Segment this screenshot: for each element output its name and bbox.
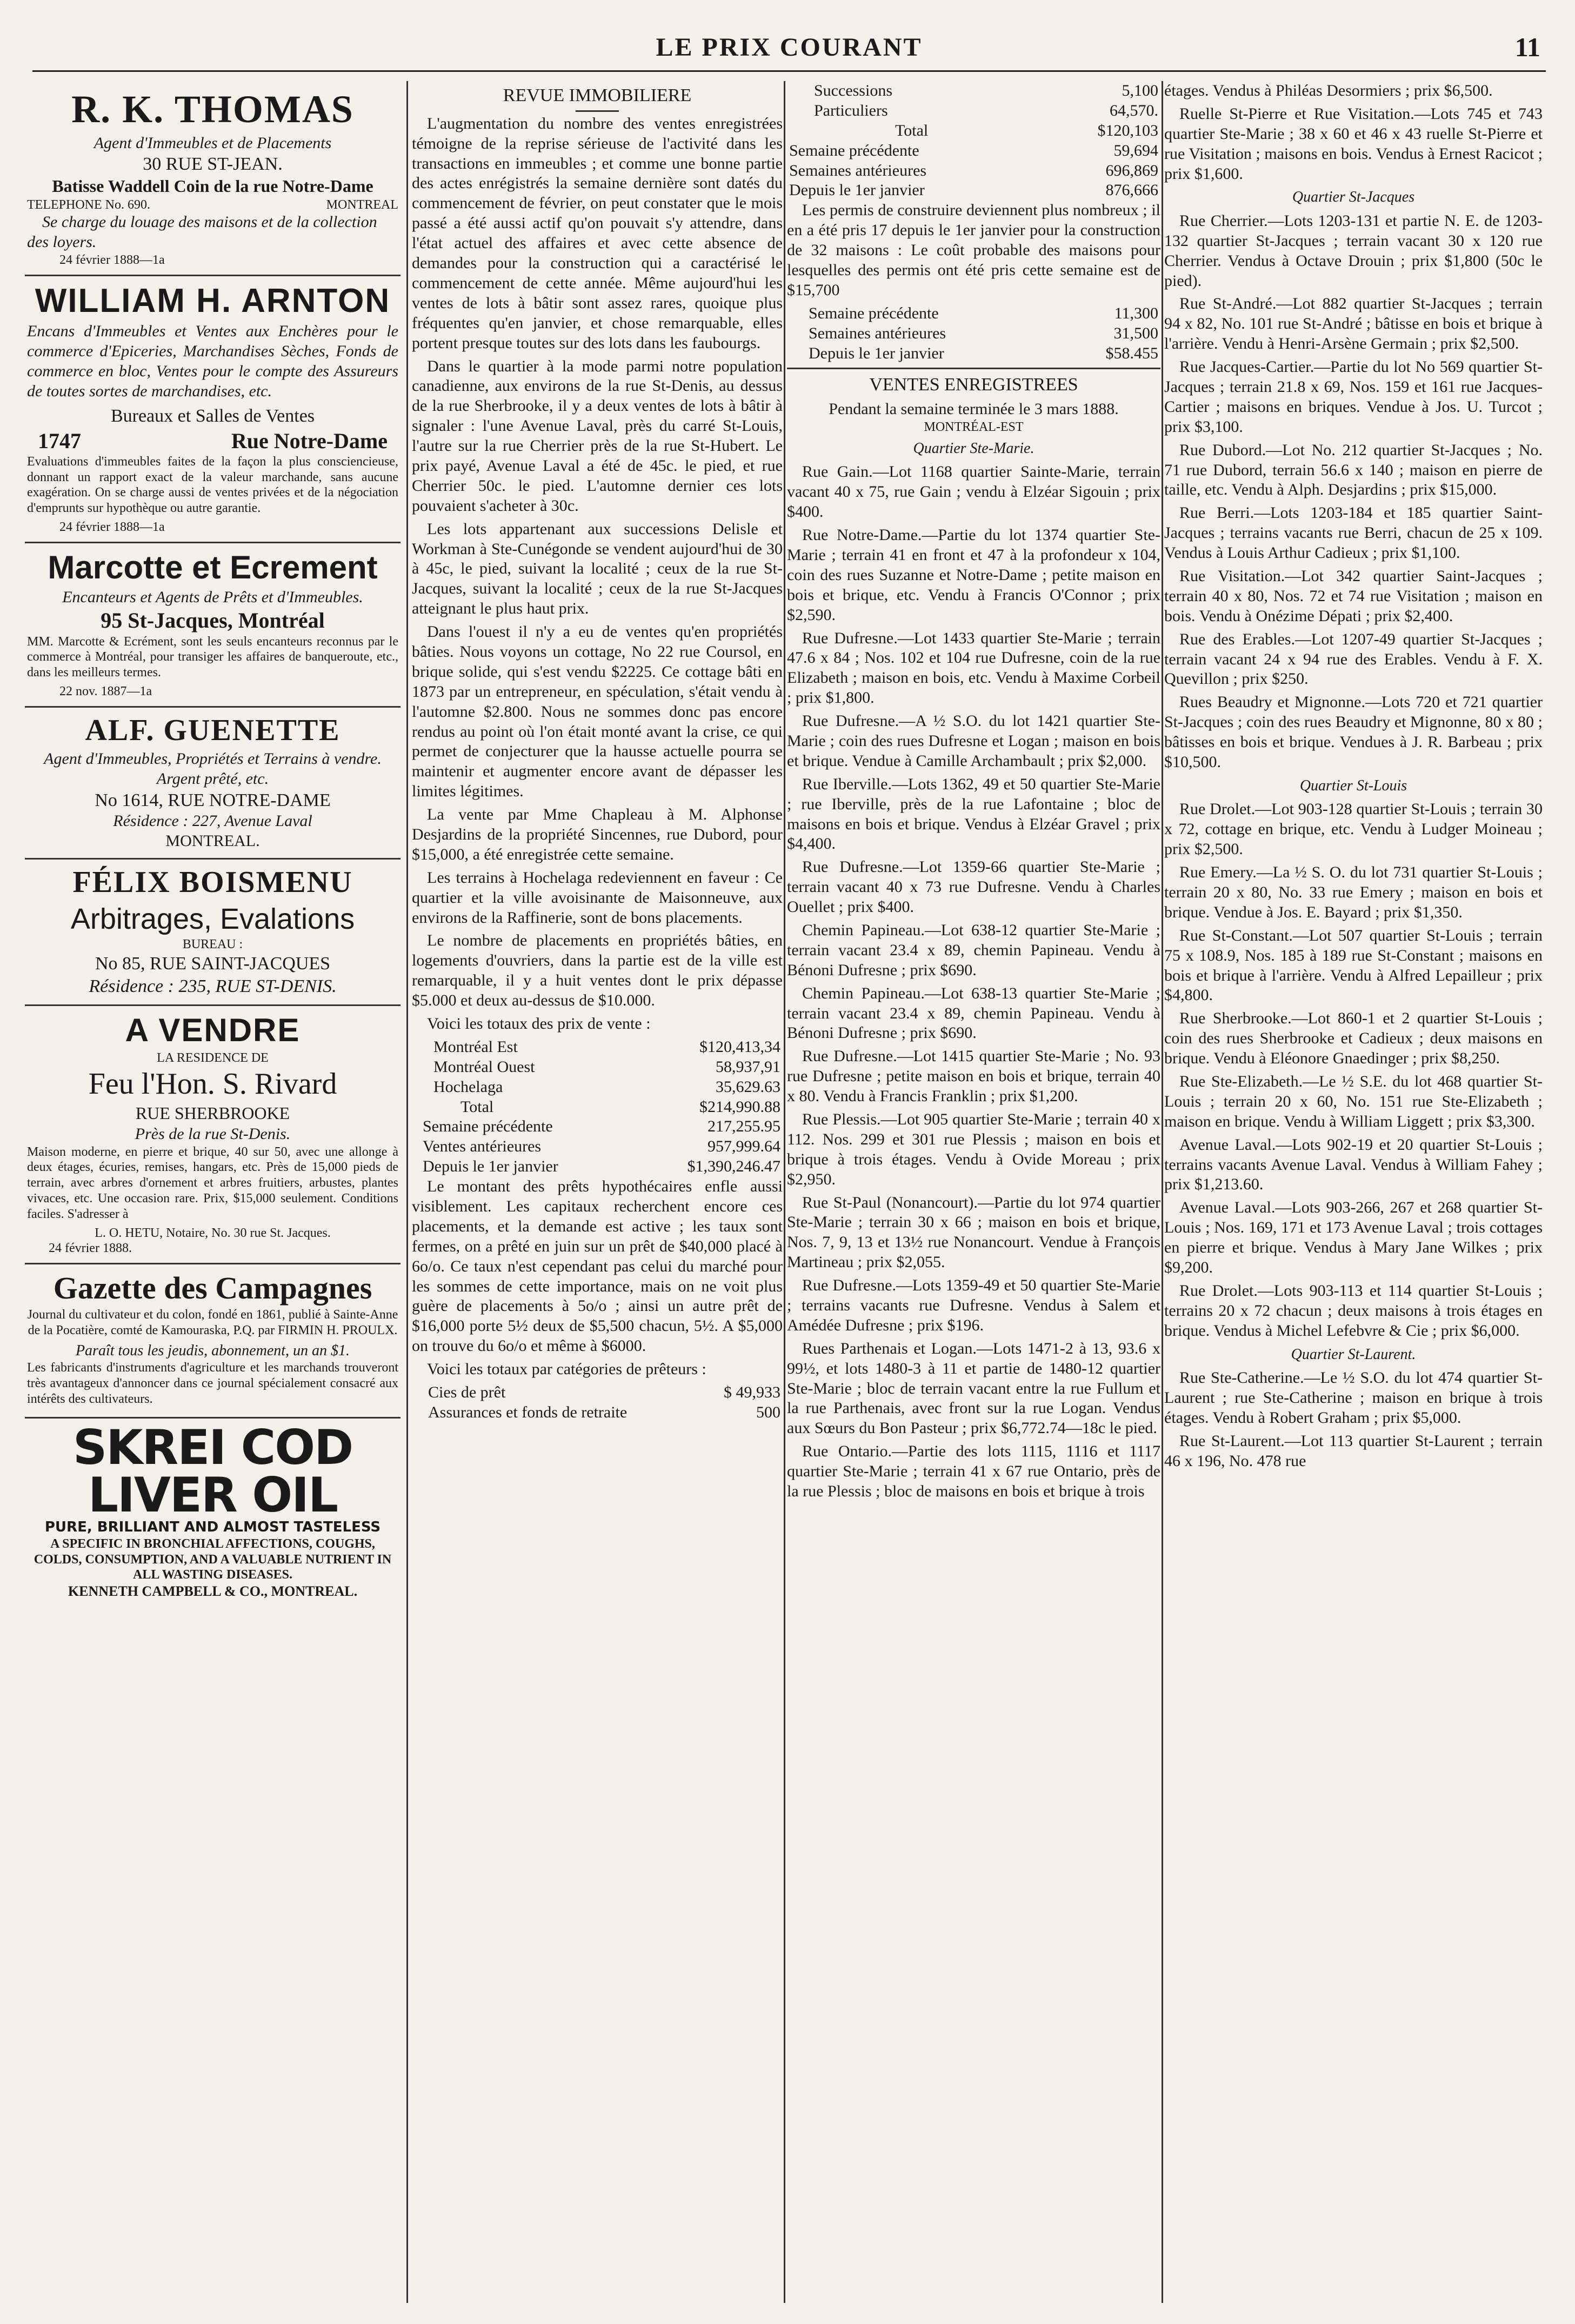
ad-name: Marcotte et Ecrement	[48, 549, 378, 585]
ad-street: Rue Notre-Dame	[231, 428, 388, 453]
ad-sub: LA RESIDENCE DE	[157, 1050, 269, 1065]
permits-value: $15,700	[787, 281, 840, 299]
list-item: Rue Dufresne.—A ½ S.O. du lot 1421 quartier Ste-Marie ; coin des rues Dufresne et Logan ; maison en bois et brique. Vendue à Camille Archambault ; prix $2,000.	[787, 712, 1160, 770]
table-row: Semaine précédente 11,300	[809, 304, 1158, 322]
ad-title: A VENDRE	[125, 1011, 301, 1048]
table-row: Montréal Ouest 58,937,91	[433, 1057, 780, 1076]
list-item: Rue Jacques-Cartier.—Partie du lot No 569 quartier St-Jacques ; terrain 21.8 x 69, Nos. 159 et 161 rue Jacques-Cartier ; maisons en briques. Vendue à Jos. U. Turcot ; prix $3,100.	[1164, 358, 1543, 436]
ad-note: Se charge du louage des maisons et de la collection des loyers.	[27, 213, 377, 251]
skrei-maker: KENNETH CAMPBELL & CO., MONTREAL.	[68, 1583, 358, 1600]
ad-city: MONTREAL.	[165, 832, 260, 850]
list-item: Ruelle St-Pierre et Rue Visitation.—Lots 745 et 743 quartier Ste-Marie ; 38 x 60 et 46 x 43 ruelle St-Pierre et rue Visitation ; maisons en bois. Vendus à Ernest Racicot ; prix $1,600.	[1164, 104, 1543, 183]
list-item: Rue Ste-Elizabeth.—Le ½ S.E. du lot 468 quartier St-Louis ; terrain 20 x 60, No. 151 rue Ste-Elizabeth ; maison en brique. Vendu à William Liggett ; prix $3,300.	[1164, 1072, 1543, 1130]
list-item: Rue St-Constant.—Lot 507 quartier St-Louis ; terrain 75 x 108.9, Nos. 185 à 189 rue St-Constant ; maisons en bois et brique à l'arrière. Vendu à Alfred Lepailleur ; prix $4,800.	[1164, 926, 1543, 1004]
revue-column	[412, 81, 783, 2303]
ad-telephone: TELEPHONE No. 690.	[27, 197, 150, 212]
ad-street: RUE SHERBROOKE	[135, 1103, 290, 1123]
ad-date: 24 février 1888—1a	[59, 253, 165, 268]
ad-role: Encanteurs et Agents de Prêts et d'Immeubles.	[62, 588, 363, 606]
paragraph: Les lots appartenant aux successions Delisle et Workman à Ste-Cunégonde se vendent aujourd'hui de 30 à 45c, le pied, suivant la localité ; ceux de la rue St-Jacques, suivant la localité ; ceux de la rue St-Jacques atteignant le plus haut prix.	[412, 520, 783, 618]
section-subheading: Pendant la semaine terminée le 3 mars 1888.	[829, 400, 1119, 418]
ad-address: 30 RUE ST-JEAN.	[143, 154, 283, 175]
list-item: Rues Beaudry et Mignonne.—Lots 720 et 721 quartier St-Jacques ; coin des rues Beaudry et Mignonne, 80 x 80 ; bâtisses en bois et brique. Vendues à J. R. Barbeau ; prix $10,500.	[1164, 693, 1543, 771]
list-item: Rue Gain.—Lot 1168 quartier Sainte-Marie, terrain vacant 40 x 75, rue Gain ; vendu à Elzéar Sigouin ; prix $400.	[787, 463, 1160, 521]
skrei-logo: SKREI COD LIVER OIL	[72, 1419, 353, 1523]
skrei-tagline: PURE, BRILLIANT AND ALMOST TASTELESS	[44, 1519, 381, 1535]
ad-name: Feu l'Hon. S. Rivard	[88, 1067, 337, 1101]
list-item: Rue St-Laurent.—Lot 113 quartier St-Laurent ; terrain 46 x 196, No. 478 rue	[1164, 1431, 1543, 1470]
list-item: Rue Drolet.—Lot 903-128 quartier St-Louis ; terrain 30 x 72, cottage en brique, etc. Vendu à Ludger Moineau ; prix $2,500.	[1164, 800, 1543, 858]
ad-description: Encans d'Immeubles et Ventes aux Enchères pour le commerce d'Epiceries, Marchandises Sèches, Fonds de commerce en bloc, Ventes pour le compte des Assureurs de toutes sortes de marchandises, etc.	[27, 322, 398, 400]
table-row: Particuliers 64,570.	[814, 101, 1158, 119]
ad-contact: L. O. HETU, Notaire, No. 30 rue St. Jacques.	[95, 1226, 331, 1240]
table-row: Hochelaga 35,629.63	[433, 1077, 780, 1096]
ad-address: No 85, RUE SAINT-JACQUES	[95, 954, 331, 974]
ad-a-vendre	[25, 1006, 401, 1264]
divider	[787, 368, 1160, 369]
ad-bureau: BUREAU :	[182, 937, 243, 952]
list-item: Rue Ontario.—Partie des lots 1115, 1116 et 1117 quartier Ste-Marie ; terrain 41 x 67 rue Ontario, près de la rue Plessis ; bloc de maisons en bois et brique à trois	[787, 1442, 1160, 1501]
table-row: Cies de prêt $ 49,933	[428, 1383, 780, 1402]
table-row: Assurances et fonds de retraite 500	[428, 1403, 780, 1421]
paragraph: Dans l'ouest il n'y a eu de ventes qu'en propriétés bâties. Nous voyons un cottage, No 22 rue Coursol, en brique solide, qui s'est vendu $2225. Ce cottage bâti en 1873 par un entrepreneur, en spéculation, s'était vendu à l'automne $2.800. Nous ne sommes donc pas encore rendus au point où l'on était monté avant la crise, ce qui permet de conjecturer que la hausse actuelle pourra se maintenir et augmenter encore avant de dépasser les limites légitimes.	[412, 623, 783, 801]
page-number: 11	[1514, 32, 1540, 62]
ad-small-print: Journal du cultivateur et du colon, fondé en 1861, publié à Sainte-Anne de la Pocatière, comté de Kamouraska, P.Q. par FIRMIN H. PROULX.	[27, 1308, 398, 1338]
masthead	[32, 22, 1546, 72]
loans-totals-table	[787, 81, 1160, 201]
list-item: Rue Berri.—Lots 1203-184 et 185 quartier Saint-Jacques ; terrains vacants rue Berri, chacun de 25 x 109. Vendus à Louis Arthur Cadieux ; prix $1,100.	[1164, 504, 1543, 562]
list-item: Rue Drolet.—Lots 903-113 et 114 quartier St-Louis ; terrains 20 x 72 chacun ; deux maisons à trois étages en brique. Vendus à Michel Lefebvre & Cie ; prix $6,000.	[1164, 1281, 1543, 1340]
table-row: Depuis le 1er janvier 876,666	[789, 181, 1158, 199]
table-row: Total $214,990.88	[461, 1097, 780, 1116]
ad-small-print-2: Les fabricants d'instruments d'agriculture et les marchands trouveront très avantageux d'annoncer dans ce journal spécialement consacré aux intérêts des cultivateurs.	[27, 1361, 398, 1407]
ad-near: Près de la rue St-Denis.	[135, 1124, 291, 1143]
ad-date: 22 nov. 1887—1a	[59, 684, 152, 699]
ad-date: 24 février 1888—1a	[59, 520, 165, 534]
ad-role: Agent d'Immeubles et de Placements	[94, 134, 332, 152]
ad-boismenu	[25, 860, 401, 1006]
ad-street-number: 1747	[38, 428, 81, 453]
column-rule	[406, 81, 408, 2303]
ad-address: 95 St-Jacques, Montréal	[101, 608, 325, 633]
ad-thomas	[25, 81, 401, 276]
divider	[576, 110, 619, 112]
list-item: Rue Notre-Dame.—Partie du lot 1374 quartier Ste-Marie ; terrain 41 en front et 47 à la profondeur x 104, coin des rues Suzanne et Notre-Dame ; petite maison en bois et brique, etc. Vendu à Francis O'Connor ; prix $2,590.	[787, 526, 1160, 624]
ad-guenette	[25, 708, 401, 860]
sales-totals-table	[412, 1037, 783, 1177]
column-rule	[784, 81, 785, 2303]
ad-gazette	[25, 1264, 401, 1419]
ad-residence: Résidence : 227, Avenue Laval	[113, 812, 312, 830]
list-item: Chemin Papineau.—Lot 638-13 quartier Ste-Marie ; terrain vacant 23.4 x 89, chemin Papineau. Vendu à Bénoni Dufresne ; prix $690.	[787, 984, 1160, 1042]
district-heading: MONTRÉAL-EST	[924, 420, 1024, 435]
list-item: Rue Dubord.—Lot No. 212 quartier St-Jacques ; No. 71 rue Dubord, terrain 56.6 x 140 ; maison en pierre de taille, etc. Vendu à Alph. Desjardins ; prix $15,000.	[1164, 441, 1543, 499]
list-item: Chemin Papineau.—Lot 638-12 quartier Ste-Marie ; terrain vacant 23.4 x 89, chemin Papineau. Vendu à Bénoni Dufresne ; prix $690.	[787, 921, 1160, 979]
ad-name: Gazette des Campagnes	[53, 1270, 372, 1306]
ad-name: ALF. GUENETTE	[85, 713, 341, 747]
ad-city: MONTREAL	[326, 197, 398, 212]
quartier-heading: Quartier St-Louis	[1299, 777, 1407, 794]
ad-street-row	[27, 428, 398, 454]
paragraph	[787, 201, 1160, 300]
newspaper-title: LE PRIX COURANT	[656, 33, 923, 62]
ad-title: Arbitrages, Evalations	[70, 902, 355, 935]
ad-skrei	[25, 1419, 401, 1600]
paragraph: Les terrains à Hochelaga redeviennent en faveur : Ce quartier et la ville avoisinante de Maisonneuve, aux environs de la Raffinerie, sont de bons placements.	[412, 868, 783, 927]
ad-name: R. K. THOMAS	[71, 88, 354, 131]
list-item: Rue Ste-Catherine.—Le ½ S.O. du lot 474 quartier St-Laurent ; rue Ste-Catherine ; maison en brique à trois étages. Vendu à Robert Graham ; prix $5,000.	[1164, 1368, 1543, 1427]
ad-name: WILLIAM H. ARNTON	[35, 282, 391, 319]
paragraph: La vente par Mme Chapleau à M. Alphonse Desjardins de la propriété Sincennes, rue Dubord, pour $15,000, a été enregistrée cette semaine.	[412, 805, 783, 863]
paragraph: Voici les totaux par catégories de prêteurs :	[427, 1360, 706, 1379]
permits-text: Les permis de construire deviennent plus nombreux ; il en a été pris 17 depuis le 1er janvier pour la construction de 32 maisons : Le coût probable des maisons pour lesquelles des permis ont été pris cette semaine est de	[787, 201, 1160, 279]
list-item: Rue St-André.—Lot 882 quartier St-Jacques ; terrain 94 x 82, No. 101 rue St-André ; bâtisse en bois et brique à l'arrière. Vendu à Henri-Arsène Germain ; prix $2,500.	[1164, 295, 1543, 353]
table-row: Semaines antérieures 696,869	[789, 161, 1158, 179]
list-item: Rue des Erables.—Lot 1207-49 quartier St-Jacques ; terrain vacant 24 x 94 rue des Erables. Vendu à F. X. Quevillon ; prix $250.	[1164, 630, 1543, 688]
section-heading: VENTES ENREGISTREES	[869, 375, 1078, 395]
table-row: Semaine précédente 217,255.95	[423, 1117, 780, 1136]
paragraph: L'augmentation du nombre des ventes enregistrées témoigne de la reprise sérieuse de l'activité dans les transactions en immeubles ; et comme une bonne partie des actes enrégistrés la semaine dernière sont datés du commencement de février, on peut constater que le mois passé a été aussi actif qu'on pouvait s'y attendre, dans l'état actuel des affaires et avec cette absence de demandes pour la construction qui a caractérisé le commencement de cette année. Même aujourd'hui les ventes de lots à bâtir sont assez rares, quoique plus fréquentes qu'en janvier, et chose remarquable, elles portent presque toutes sur des lots dans les faubourgs.	[412, 114, 783, 352]
loans-table	[412, 1383, 783, 1423]
list-item: Rue Dufresne.—Lot 1359-66 quartier Ste-Marie ; terrain vacant 40 x 73 rue Dufresne. Vendu à Charles Ouellet ; prix $400.	[787, 858, 1160, 916]
ad-address: No 1614, RUE NOTRE-DAME	[95, 790, 331, 810]
ad-marcotte	[25, 543, 401, 708]
table-row: Total $120,103	[895, 121, 1158, 139]
list-item: Rue Plessis.—Lot 905 quartier Ste-Marie ; terrain 40 x 112. Nos. 299 et 301 rue Plessis ; maison en bois et brique à trois étages. Vendu à Ovide Moreau ; prix $2,950.	[787, 1110, 1160, 1188]
list-item: Rue Cherrier.—Lots 1203-131 et partie N. E. de 1203-132 quartier St-Jacques ; terrain vacant 30 x 120 rue Cherrier. Vendus à Octave Drouin ; prix $1,800 (50c le pied).	[1164, 211, 1543, 290]
ad-bureaux: Bureaux et Salles de Ventes	[110, 405, 315, 426]
permits-table	[787, 304, 1160, 364]
table-row: Successions 5,100	[814, 82, 1158, 99]
ad-small-print: Maison moderne, en pierre et brique, 40 sur 50, avec une allonge à deux étages, écuries, remises, hangars, etc. Près de 15,000 pieds de terrain, avec arbres d'ornement et arbres fruitiers, arbustes, plantes vivaces, etc. Une occasion rare. Prix, $15,000 seulement. Conditions faciles. S'adresser à	[27, 1144, 398, 1221]
list-item: Avenue Laval.—Lots 902-19 et 20 quartier St-Louis ; terrains vacants Avenue Laval. Vendus à William Fahey ; prix $1,213.60.	[1164, 1135, 1543, 1194]
list-item: Avenue Laval.—Lots 903-266, 267 et 268 quartier St-Louis ; Nos. 169, 171 et 173 Avenue Laval ; trois cottages en pierre et brique. Vendus à Mary Jane Wilkes ; prix $9,200.	[1164, 1198, 1543, 1276]
skrei-small-print: A SPECIFIC IN BRONCHIAL AFFECTIONS, COUGHS, COLDS, CONSUMPTION, AND A VALUABLE NUTRIENT IN ALL WASTING DISEASES.	[34, 1536, 392, 1582]
quartier-heading: Quartier St-Jacques	[1292, 189, 1415, 206]
advertisements-column	[25, 81, 401, 2303]
table-row: Montréal Est $120,413,34	[433, 1037, 780, 1056]
ad-phone-row	[27, 197, 398, 213]
table-row: Semaine précédente 59,694	[789, 141, 1158, 159]
ad-residence: Résidence : 235, RUE ST-DENIS.	[89, 976, 337, 996]
list-item: Rue Dufresne.—Lot 1415 quartier Ste-Marie ; No. 93 rue Dufresne ; petite maison en bois et brique, terrain 40 x 80. Vendu à Francis Franklin ; prix $1,200.	[787, 1047, 1160, 1106]
ventes-continued-column	[1164, 81, 1543, 2303]
list-item: Rue Visitation.—Lot 342 quartier Saint-Jacques ; terrain 40 x 80, Nos. 72 et 74 rue Visitation ; maison en bois. Vendu à Onézime Dépati ; prix $2,400.	[1164, 567, 1543, 625]
quartier-heading: Quartier Ste-Marie.	[913, 440, 1035, 457]
list-item: Rue Emery.—La ½ S. O. du lot 731 quartier St-Louis ; terrain 20 x 80, No. 33 rue Emery ; maison en bois et brique. Vendue à Jos. E. Bayard ; prix $1,350.	[1164, 863, 1543, 921]
list-item: Rues Parthenais et Logan.—Lots 1471-2 à 13, 93.6 x 99½, et lots 1480-3 à 11 et partie de 1480-12 quartier Ste-Marie ; bloc de terrain vacant entre la rue Fullum et la rue Parthenais, avec front sur la rue Logan. Vendus aux Sœurs du Bon Pasteur ; prix $6,772.74—18c le pied.	[787, 1339, 1160, 1437]
ad-date: 24 février 1888.	[49, 1241, 132, 1256]
paragraph: Le montant des prêts hypothécaires enfle aussi visiblement. Les capitaux recherchent encore ces placements, et la demande est active ; les taux sont fermes, on a prêté en juin sur un prêt de $40,000 placé à 6o/o. Ce taux n'est cependant pas celui du marché pour les sommes de cette importance, mais on ne voit plus guère de placements à 5o/o ; ainsi un autre prêt de $16,000 porte 5½ deux de $5,500 chacun, 5½. A $5,000 on trouve du 6o/o et même à $6000.	[412, 1177, 783, 1355]
paragraph: Le nombre de placements en propriétés bâties, en logements d'ouvriers, dans la partie est de la ville est remarquable, il y a huit ventes dont le prix dépasse $5.000 et deux au-dessus de $10.000.	[412, 931, 783, 1010]
list-item: Rue Sherbrooke.—Lot 860-1 et 2 quartier St-Louis ; coin des rues Sherbrooke et Cadieux ; deux maisons en brique. Vendu à Eléonore Gnaedinger ; prix $8,250.	[1164, 1009, 1543, 1068]
paragraph: Dans le quartier à la mode parmi notre population canadienne, aux environs de la rue St-Denis, au dessus de la rue Sherbrooke, il y a deux ventes de lots à bâtir à signaler : l'une Avenue Laval, près du carré St-Louis, l'autre sur la rue Cherrier près de la rue St-Hubert. Le prix payé, Avenue Laval a été de 45c. le pied, et rue Cherrier 50c. le pied. L'automne dernier ces lots pouvaient s'acheter à 30c.	[412, 357, 783, 515]
ad-small-print: Evaluations d'immeubles faites de la façon la plus consciencieuse, donnant un rapport exact de la valeur marchande, sans aucune exagération. On se charge aussi de ventes privées et de la négociation d'emprunts sur hypothèque ou autre garantie.	[27, 454, 398, 516]
list-item: étages. Vendus à Philéas Desormiers ; prix $6,500.	[1164, 82, 1493, 99]
ad-role: Agent d'Immeubles, Propriétés et Terrains à vendre. Argent prêté, etc.	[44, 749, 382, 788]
quartier-heading: Quartier St-Laurent.	[1291, 1346, 1416, 1363]
table-row: Semaines antérieures 31,500	[809, 324, 1158, 342]
list-item: Rue Dufresne.—Lots 1359-49 et 50 quartier Ste-Marie ; terrains vacants rue Dufresne. Vendus à Salem et Amédée Dufresne ; prix $196.	[787, 1276, 1160, 1334]
list-item: Rue Dufresne.—Lot 1433 quartier Ste-Marie ; terrain 47.6 x 84 ; Nos. 102 et 104 rue Dufresne, coin de la rue Elizabeth ; maison en bois, etc. Vendu à Maxime Corbeil ; prix $1,800.	[787, 629, 1160, 707]
table-row: Depuis le 1er janvier $1,390,246.47	[423, 1157, 780, 1176]
ad-building: Batisse Waddell Coin de la rue Notre-Dame	[52, 176, 373, 196]
column-rule	[1162, 81, 1163, 2303]
table-row: Depuis le 1er janvier $58.455	[809, 344, 1158, 362]
ad-small-print: MM. Marcotte & Ecrément, sont les seuls encanteurs reconnus par le commerce à Montréal, pour transiger les affaires de banqueroute, etc., dans les meilleurs termes.	[27, 634, 398, 680]
list-item: Rue St-Paul (Nonancourt).—Partie du lot 974 quartier Ste-Marie ; terrain 30 x 66 ; maison en bois et brique, Nos. 7, 9, 13 et 13½ rue Nonancourt. Vendue à François Martineau ; prix $2,055.	[787, 1193, 1160, 1271]
paragraph: Voici les totaux des prix de vente :	[427, 1015, 651, 1033]
table-row: Ventes antérieures 957,999.64	[423, 1137, 780, 1156]
ad-subscription: Paraît tous les jeudis, abonnement, un an $1.	[75, 1342, 350, 1360]
ad-arnton	[25, 276, 401, 543]
ventes-column	[787, 81, 1160, 2303]
ad-name: FÉLIX BOISMENU	[72, 865, 353, 900]
list-item: Rue Iberville.—Lots 1362, 49 et 50 quartier Ste-Marie ; rue Iberville, près de la rue Lafontaine ; bloc de maisons en bois et brique. Vendus à Elzéar Gravel ; prix $4,400.	[787, 775, 1160, 853]
section-heading: REVUE IMMOBILIERE	[503, 85, 692, 105]
